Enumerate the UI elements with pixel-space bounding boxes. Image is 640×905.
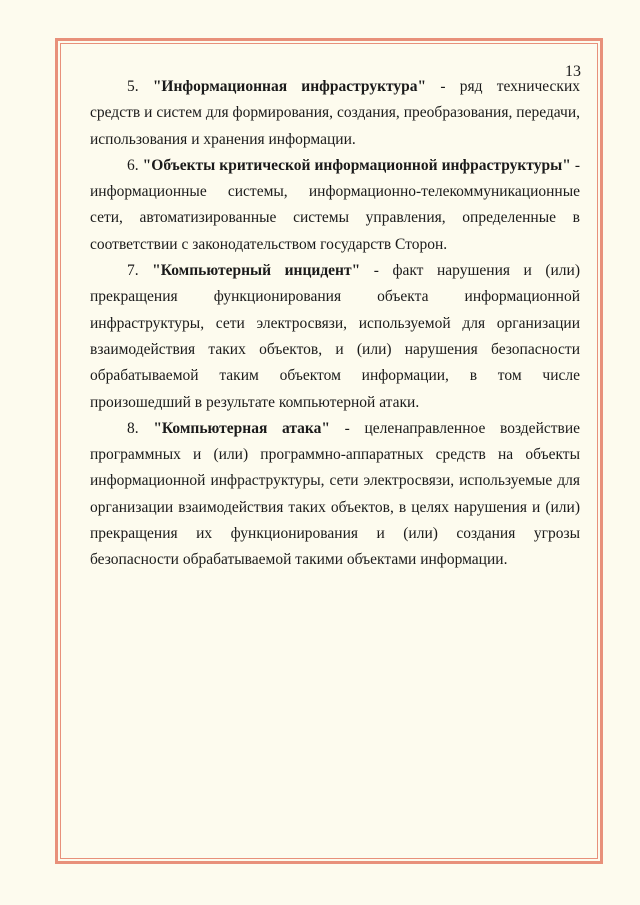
definition-paragraph	[90, 153, 580, 258]
definition-text: - факт нарушения и (или) прекращения функционирования объекта информационной инфраструктуры, сети электросвязи, используемой для организации взаимодействия таких объектов, и (или) нарушения безопасности обрабатываемой таким объектом информации, в том числе произошедший в результате компьютерной атаки.	[90, 262, 580, 411]
definition-number: 6.	[127, 156, 139, 174]
definition-text: - ряд технических средств и систем для формирования, создания, преобразования, передачи, использования и хранения информации.	[90, 78, 581, 148]
definition-paragraph	[90, 258, 580, 416]
definition-term: "Информационная инфраструктура"	[152, 78, 427, 95]
definition-paragraph	[90, 416, 580, 574]
definition-number: 5.	[127, 78, 139, 95]
definition-text: - целенаправленное воздействие программных и (или) программно-аппаратных средств на объекты информационной инфраструктуры, сети электросвязи, используемые для организации взаимодействия таких объектов, в целях нарушения и (или) прекращения их функционирования и (или) создания угрозы безопасности обрабатываемой такими объектами информации.	[90, 419, 581, 569]
definition-paragraph	[90, 74, 580, 153]
page-number: 13	[565, 63, 581, 80]
definition-term: "Объекты критической информационной инфраструктуры"	[142, 156, 571, 174]
definition-text: - информационные системы, информационно-телекоммуникационные сети, автоматизированные системы управления, определенные в соответствии с законодательством государств Сторон.	[90, 156, 580, 253]
definition-number: 8.	[127, 419, 139, 437]
definition-term: "Компьютерная атака"	[153, 419, 330, 437]
definition-term: "Компьютерный инцидент"	[152, 262, 361, 280]
document-body	[90, 74, 580, 574]
definition-number: 7.	[127, 262, 139, 280]
